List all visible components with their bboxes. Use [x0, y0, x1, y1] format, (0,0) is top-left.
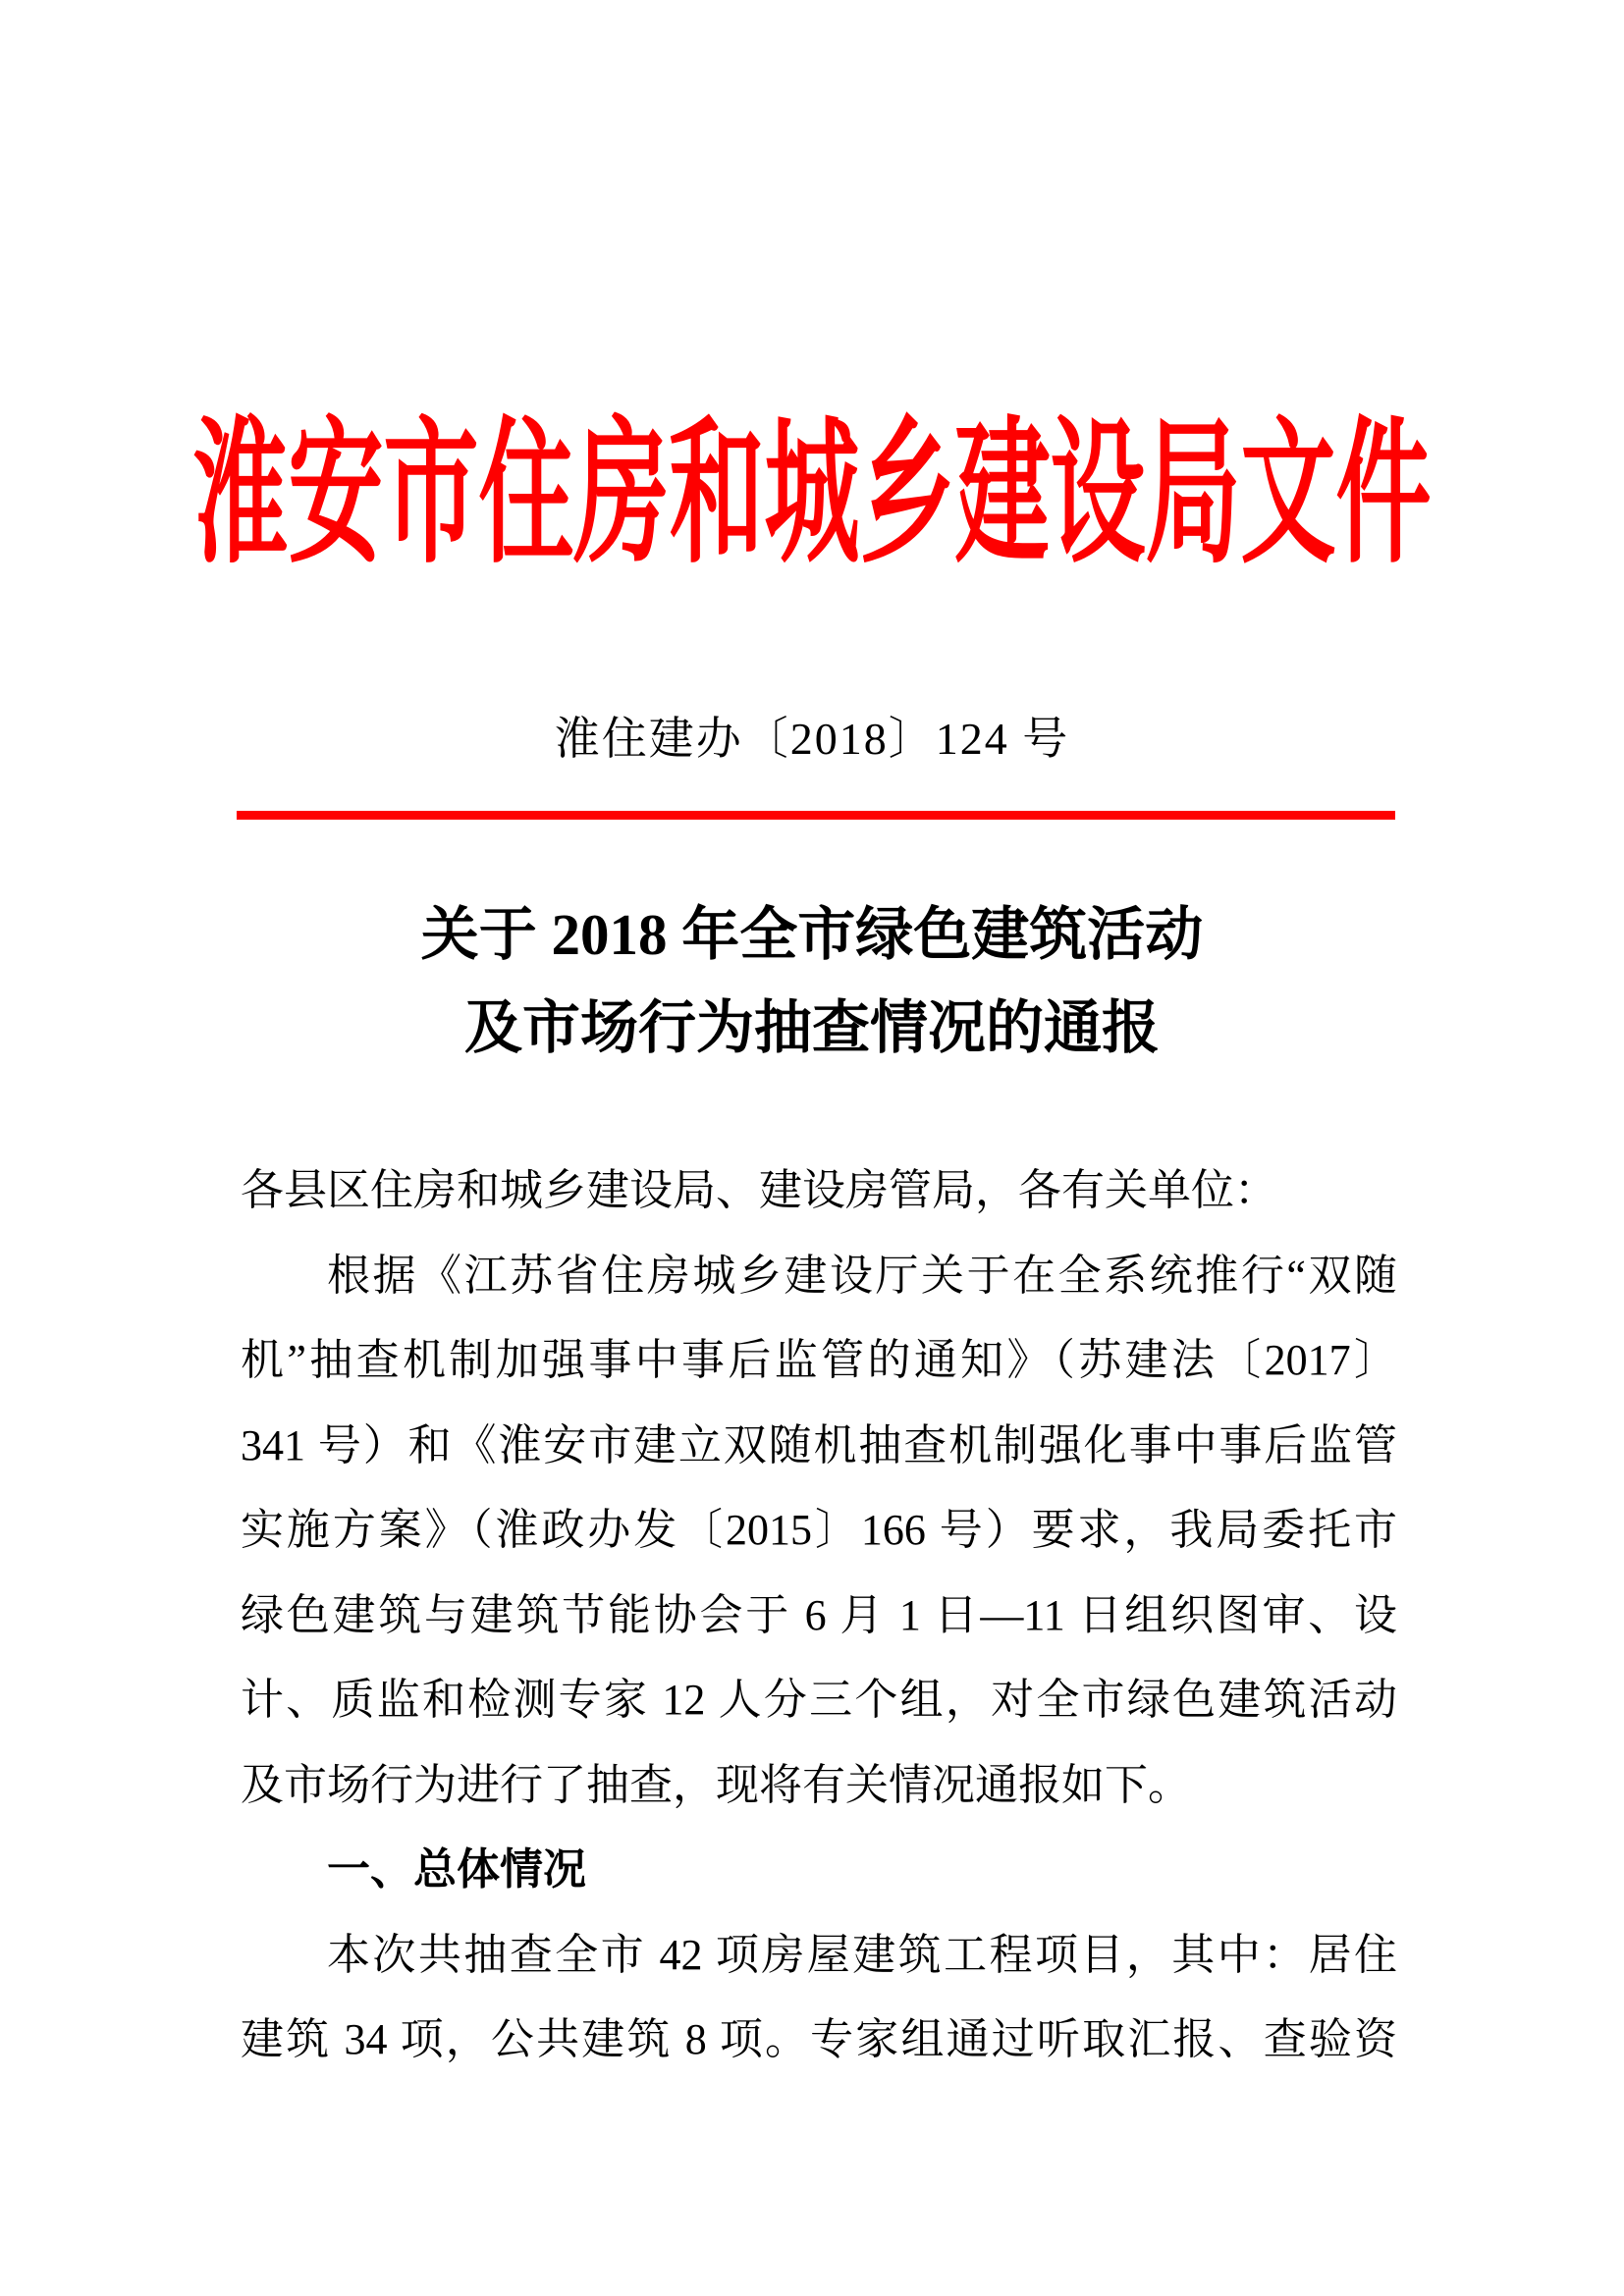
paragraph1-line: 及市场行为进行了抽查，现将有关情况通报如下。 [241, 1760, 1191, 1809]
red-separator-rule [237, 811, 1395, 820]
paragraph1-line: 实施方案》（淮政办发〔2015〕166 号）要求，我局委托市 [241, 1506, 1397, 1554]
paragraph2-line: 建筑 34 项，公共建筑 8 项。专家组通过听取汇报、查验资 [241, 2015, 1397, 2063]
salutation-line: 各县区住房和城乡建设局、建设房管局，各有关单位： [241, 1166, 1277, 1214]
paragraph2-line: 本次共抽查全市 42 项房屋建筑工程项目，其中：居住 [327, 1930, 1397, 1979]
agency-header-title: 淮安市住房和城乡建设局文件 [192, 407, 1432, 582]
paragraph1-line: 计、质监和检测专家 12 人分三个组，对全市绿色建筑活动 [241, 1676, 1397, 1724]
document-title [0, 888, 1624, 1075]
paragraph1-line: 根据《江苏省住房城乡建设厅关于在全系统推行“双随 [327, 1251, 1397, 1300]
document-body [241, 1148, 1397, 2083]
document-title-line-1: 关于 2018 年全市绿色建筑活动 [420, 902, 1204, 967]
document-number: 淮住建办〔2018〕124 号 [554, 714, 1070, 764]
document-title-line-2: 及市场行为抽查情况的通报 [463, 995, 1160, 1060]
paragraph1-line: 机”抽查机制加强事中事后监管的通知》（苏建法〔2017〕 [241, 1336, 1397, 1384]
section-heading-overall-situation: 一、总体情况 [327, 1845, 586, 1894]
paragraph1-line: 绿色建筑与建筑节能协会于 6 月 1 日—11 日组织图审、设 [241, 1590, 1397, 1639]
paragraph1-line: 341 号）和《淮安市建立双随机抽查机制强化事中事后监管 [241, 1420, 1397, 1469]
